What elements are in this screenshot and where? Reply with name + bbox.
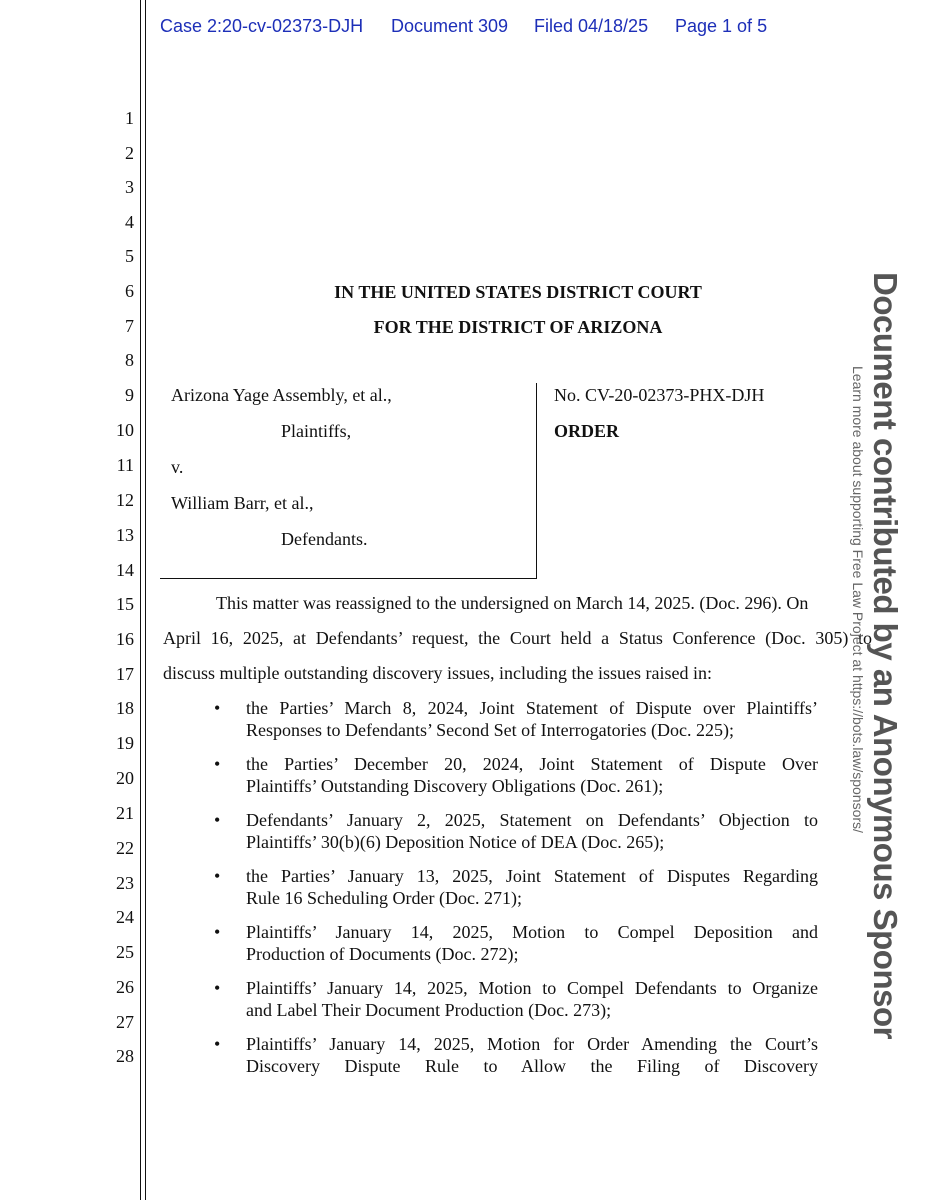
left-margin-rule-outer [140,0,141,1200]
list-item-line: Plaintiffs’ 30(b)(6) Deposition Notice of DEA (Doc. 265); [246,832,665,852]
line-number: 6 [125,281,134,301]
body-line-2: April 16, 2025, at Defendants’ request, the Court held a Status Conference (Doc. 305) to [163,628,872,648]
line-number: 23 [116,873,134,893]
line-number: 12 [116,490,134,510]
line-number-column [0,0,138,1200]
list-item [246,753,818,797]
line-number: 20 [116,768,134,788]
bullet-marker: • [214,754,221,774]
list-item-line: Discovery Dispute Rule to Allow the Filing of Discovery [246,1056,818,1076]
line-number: 4 [125,212,134,232]
list-item-line: and Label Their Document Production (Doc. 273); [246,1000,612,1020]
line-number: 9 [125,385,134,405]
line-number: 7 [125,316,134,336]
body-line-1: This matter was reassigned to the undersigned on March 14, 2025. (Doc. 296). On [216,593,809,613]
list-item [246,809,818,853]
page-count-stamp: Page 1 of 5 [675,16,768,36]
case-number-stamp: Case 2:20-cv-02373-DJH [160,16,364,36]
list-item [246,1033,818,1077]
line-number: 24 [116,907,134,927]
line-number: 21 [116,803,134,823]
list-item-line: Plaintiffs’ January 14, 2025, Motion to Compel Deposition and [246,922,818,942]
list-item [246,697,818,741]
list-item [246,921,818,965]
line-number: 8 [125,350,134,370]
list-item-line: the Parties’ March 8, 2024, Joint Statement of Dispute over Plaintiffs’ [246,698,818,718]
list-item [246,865,818,909]
list-item-line: Rule 16 Scheduling Order (Doc. 271); [246,888,522,908]
list-item-line: Responses to Defendants’ Second Set of Interrogatories (Doc. 225); [246,720,735,740]
line-number: 28 [116,1046,134,1066]
document-number-stamp: Document 309 [391,16,509,36]
sponsor-watermark: Document contributed by an Anonymous Sponsor [867,272,904,1039]
bullet-marker: • [214,922,221,942]
list-item-line: the Parties’ January 13, 2025, Joint Statement of Disputes Regarding [246,866,818,886]
versus: v. [171,457,184,477]
bullet-marker: • [214,978,221,998]
line-number: 3 [125,177,134,197]
line-number: 2 [125,143,134,163]
line-number: 26 [116,977,134,997]
line-number: 1 [125,108,134,128]
line-number: 15 [116,594,134,614]
document-title: ORDER [554,421,620,441]
defendant-name: William Barr, et al., [171,493,314,513]
list-item-line: Plaintiffs’ January 14, 2025, Motion for Order Amending the Court’s [246,1034,818,1054]
defendant-role: Defendants. [281,529,368,549]
court-district: FOR THE DISTRICT OF ARIZONA [373,317,663,337]
line-number: 25 [116,942,134,962]
line-number: 13 [116,525,134,545]
plaintiff-name: Arizona Yage Assembly, et al., [171,385,392,405]
list-item-line: Plaintiffs’ Outstanding Discovery Obligations (Doc. 261); [246,776,664,796]
line-number: 19 [116,733,134,753]
bullet-marker: • [214,698,221,718]
list-item-line: the Parties’ December 20, 2024, Joint Statement of Dispute Over [246,754,818,774]
bullet-marker: • [214,1034,221,1054]
line-number: 11 [116,455,134,475]
bullet-marker: • [214,810,221,830]
bullet-marker: • [214,866,221,886]
court-name: IN THE UNITED STATES DISTRICT COURT [334,282,702,302]
line-number: 14 [116,560,134,580]
plaintiff-role: Plaintiffs, [281,421,352,441]
caption-divider-vertical [536,383,537,578]
case-number: No. CV-20-02373-PHX-DJH [554,385,765,405]
sponsor-link-text[interactable]: Learn more about supporting Free Law Project at https://bots.law/sponsors/ [850,366,866,833]
line-number: 5 [125,246,134,266]
line-number: 22 [116,838,134,858]
list-item [246,977,818,1021]
body-line-3: discuss multiple outstanding discovery issues, including the issues raised in: [163,663,712,683]
ecf-header [160,16,860,40]
line-number: 18 [116,698,134,718]
list-item-line: Production of Documents (Doc. 272); [246,944,519,964]
left-margin-rule-inner [145,0,146,1200]
line-number: 16 [116,629,134,649]
line-number: 27 [116,1012,134,1032]
filed-date-stamp: Filed 04/18/25 [534,16,649,36]
line-number: 17 [116,664,134,684]
list-item-line: Plaintiffs’ January 14, 2025, Motion to Compel Defendants to Organize [246,978,818,998]
list-item-line: Defendants’ January 2, 2025, Statement on Defendants’ Objection to [246,810,818,830]
caption-divider-horizontal [160,578,537,579]
line-number: 10 [116,420,134,440]
